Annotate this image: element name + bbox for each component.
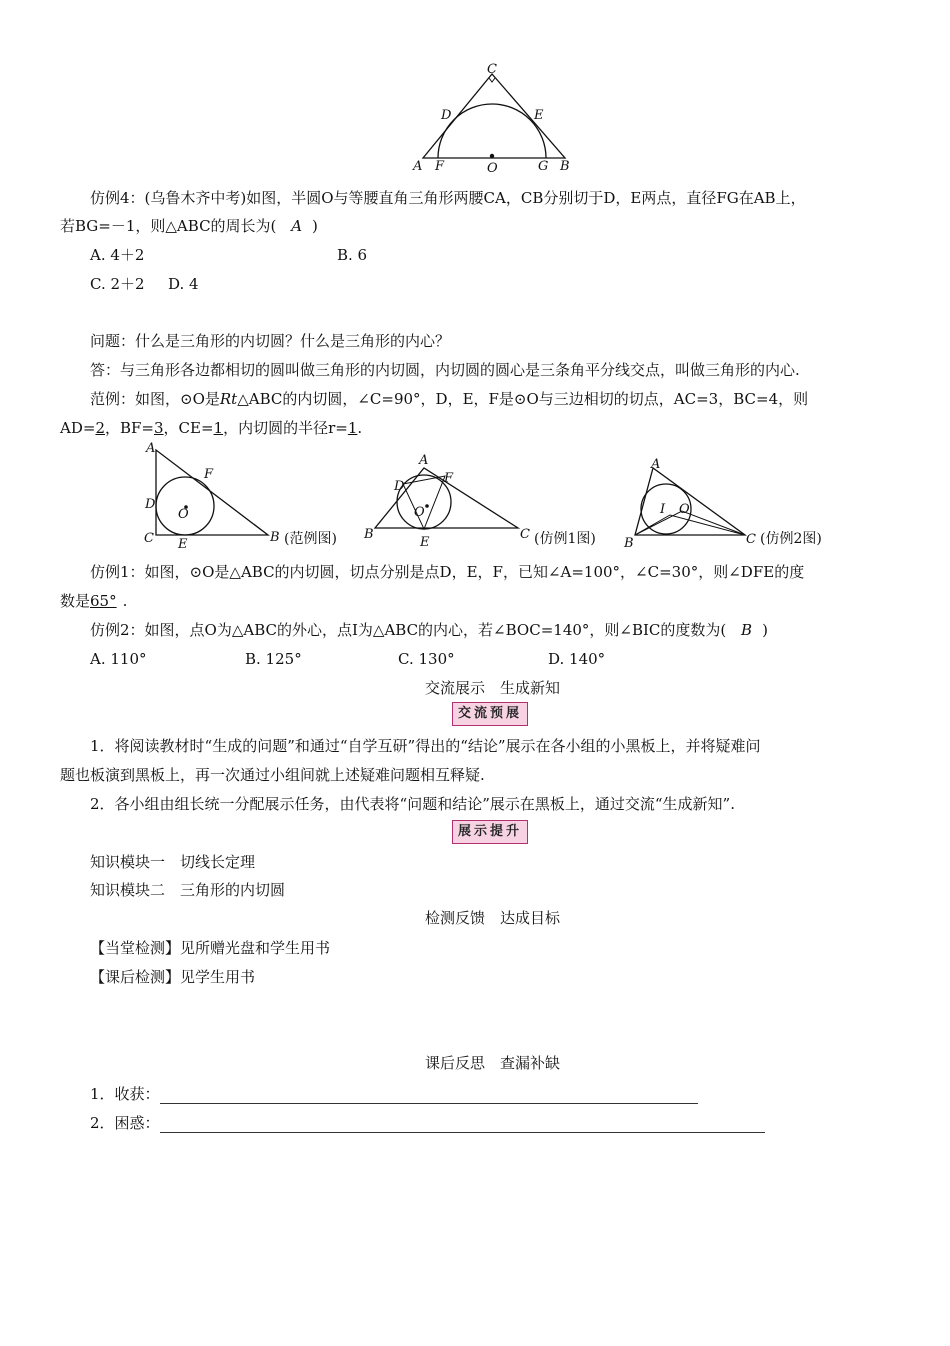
- ex4-option-b: B. 6: [337, 246, 368, 264]
- label-E: E: [534, 108, 544, 123]
- example-ad-label: AD=: [60, 419, 96, 437]
- figure-ex1-incircle: [360, 452, 610, 552]
- ex1-text: 数是: [60, 592, 91, 610]
- fig2-label-D: D: [394, 479, 405, 494]
- ex1-line1: 仿例1：如图，⊙O是△ABC的内切圆，切点分别是点D，E，F，已知∠A=100°，∠C=30°，则∠DFE的度: [90, 563, 805, 581]
- fig3-label-I: I: [660, 502, 666, 517]
- ex4-option-a: A. 4＋2: [90, 246, 145, 264]
- example-r-label: ，内切圆的半径r=: [223, 419, 348, 437]
- reflect-gains-blank: [160, 1089, 698, 1104]
- ex2-option-a: A. 110°: [90, 650, 147, 668]
- ex1-period: .: [122, 592, 128, 610]
- example-text1: 范例：如图，⊙O是: [90, 390, 220, 408]
- ex2-option-c: C. 130°: [398, 650, 455, 668]
- fig1-label-B: B: [270, 530, 280, 545]
- fig1-label-E: E: [178, 537, 188, 552]
- check-after-class: 【课后检测】见学生用书: [90, 968, 256, 986]
- fig1-label-F: F: [204, 467, 214, 482]
- ex4-line2: [60, 216, 318, 236]
- fig2-label-E: E: [420, 535, 430, 550]
- example-ce-label: ，CE=: [163, 419, 214, 437]
- badge-show-improve: 展示提升: [452, 820, 528, 844]
- qa-question: 问题：什么是三角形的内切圆？什么是三角形的内心？: [90, 332, 451, 350]
- example-bf-value: 3: [153, 419, 164, 437]
- fig2-caption: (仿例1图): [534, 531, 596, 547]
- heading-check: 检测反馈 达成目标: [424, 909, 560, 927]
- fig1-label-C: C: [144, 531, 154, 546]
- check-in-class: 【当堂检测】见所赠光盘和学生用书: [90, 939, 331, 957]
- label-D: D: [441, 108, 452, 123]
- reflect-doubts: [90, 1113, 765, 1133]
- ex4-text1: (乌鲁木齐中考)如图，半圆O与等腰直角三角形两腰CA，CB分别切于D，E两点，直径FG在AB上，: [144, 189, 806, 207]
- ex2-line1: [90, 620, 768, 640]
- fig1-caption: (范例图): [284, 531, 337, 547]
- label-B: B: [560, 159, 570, 174]
- exchange-p2: 2．各小组由组长统一分配展示任务，由代表将“问题和结论”展示在黑板上，通过交流“生成新知”.: [90, 795, 735, 813]
- example-text2: △ABC的内切圆，∠C=90°，D，E，F是⊙O与三边相切的切点，AC=3，BC=4，则: [237, 390, 809, 408]
- example-ce-value: 1: [213, 419, 224, 437]
- ex4-option-d: D. 4: [168, 275, 199, 293]
- ex2-option-b: B. 125°: [245, 650, 302, 668]
- heading-exchange: 交流展示 生成新知: [424, 679, 560, 697]
- example-ad-value: 2: [95, 419, 105, 437]
- fig2-label-B: B: [364, 527, 374, 542]
- fig2-label-C: C: [520, 527, 530, 542]
- ex1-answer: 65°: [90, 592, 117, 610]
- example-line2: [60, 418, 362, 438]
- label-G: G: [538, 159, 549, 174]
- figure-ex2-centers: [620, 455, 850, 552]
- example-period: .: [357, 419, 363, 437]
- fig1-label-O: O: [178, 507, 189, 522]
- label-F: F: [435, 159, 445, 174]
- reflect-gains-label: 1．收获：: [90, 1085, 160, 1103]
- fig3-caption: (仿例2图): [760, 531, 822, 547]
- exchange-p1b: 题也板演到黑板上，再一次通过小组间就上述疑难问题相互释疑.: [60, 766, 485, 784]
- exchange-p1a: 1．将阅读教材时“生成的问题”和通过“自学互研”得出的“结论”展示在各小组的小黑板上，并将疑难问: [90, 737, 761, 755]
- qa-answer: 答：与三角形各边都相切的圆叫做三角形的内切圆，内切圆的圆心是三条角平分线交点，叫做三角形的内心.: [90, 361, 800, 379]
- reflect-doubts-label: 2．困惑：: [90, 1114, 160, 1132]
- label-A: A: [413, 159, 423, 174]
- fig3-label-O: O: [679, 502, 690, 517]
- figure-semicircle-triangle: [405, 60, 585, 175]
- figure-example-incircle: [140, 440, 360, 552]
- ex2-option-d: D. 140°: [548, 650, 606, 668]
- fig2-label-F: F: [444, 471, 454, 486]
- ex4-text2: 若BG=－1，则△ABC的周长为(: [60, 217, 277, 235]
- ex2-paren-close: ): [762, 621, 768, 639]
- fig2-label-A: A: [419, 453, 429, 468]
- reflect-doubts-blank: [160, 1118, 765, 1133]
- ex4-prefix: 仿例4：: [90, 189, 145, 207]
- fig3-label-C: C: [746, 532, 756, 547]
- fig3-label-B: B: [624, 536, 634, 551]
- label-C: C: [487, 62, 497, 77]
- ex1-line2: [60, 591, 127, 611]
- reflect-gains: [90, 1084, 698, 1104]
- example-line1: [90, 389, 808, 409]
- example-r-value: 1: [347, 419, 358, 437]
- module-1: 知识模块一 切线长定理: [90, 853, 256, 871]
- heading-reflect: 课后反思 查漏补缺: [424, 1054, 560, 1072]
- fig3-label-A: A: [651, 457, 661, 472]
- ex4-option-c: C. 2＋2: [90, 275, 145, 293]
- fig2-label-O: O: [414, 505, 425, 520]
- ex2-text: 仿例2：如图，点O为△ABC的外心，点I为△ABC的内心，若∠BOC=140°，则∠BIC的度数为(: [90, 621, 727, 639]
- fig1-label-D: D: [145, 497, 156, 512]
- example-bf-label: ，BF=: [104, 419, 154, 437]
- module-2: 知识模块二 三角形的内切圆: [90, 881, 286, 899]
- ex4-answer: A: [291, 217, 303, 235]
- badge-exchange-preview: 交流预展: [452, 702, 528, 726]
- example-rt: Rt: [219, 390, 238, 408]
- ex2-answer: B: [741, 621, 753, 639]
- fig1-label-A: A: [146, 441, 156, 456]
- label-O: O: [487, 161, 498, 175]
- ex4-paren-close: ): [312, 217, 318, 235]
- ex4-line1: [90, 188, 806, 208]
